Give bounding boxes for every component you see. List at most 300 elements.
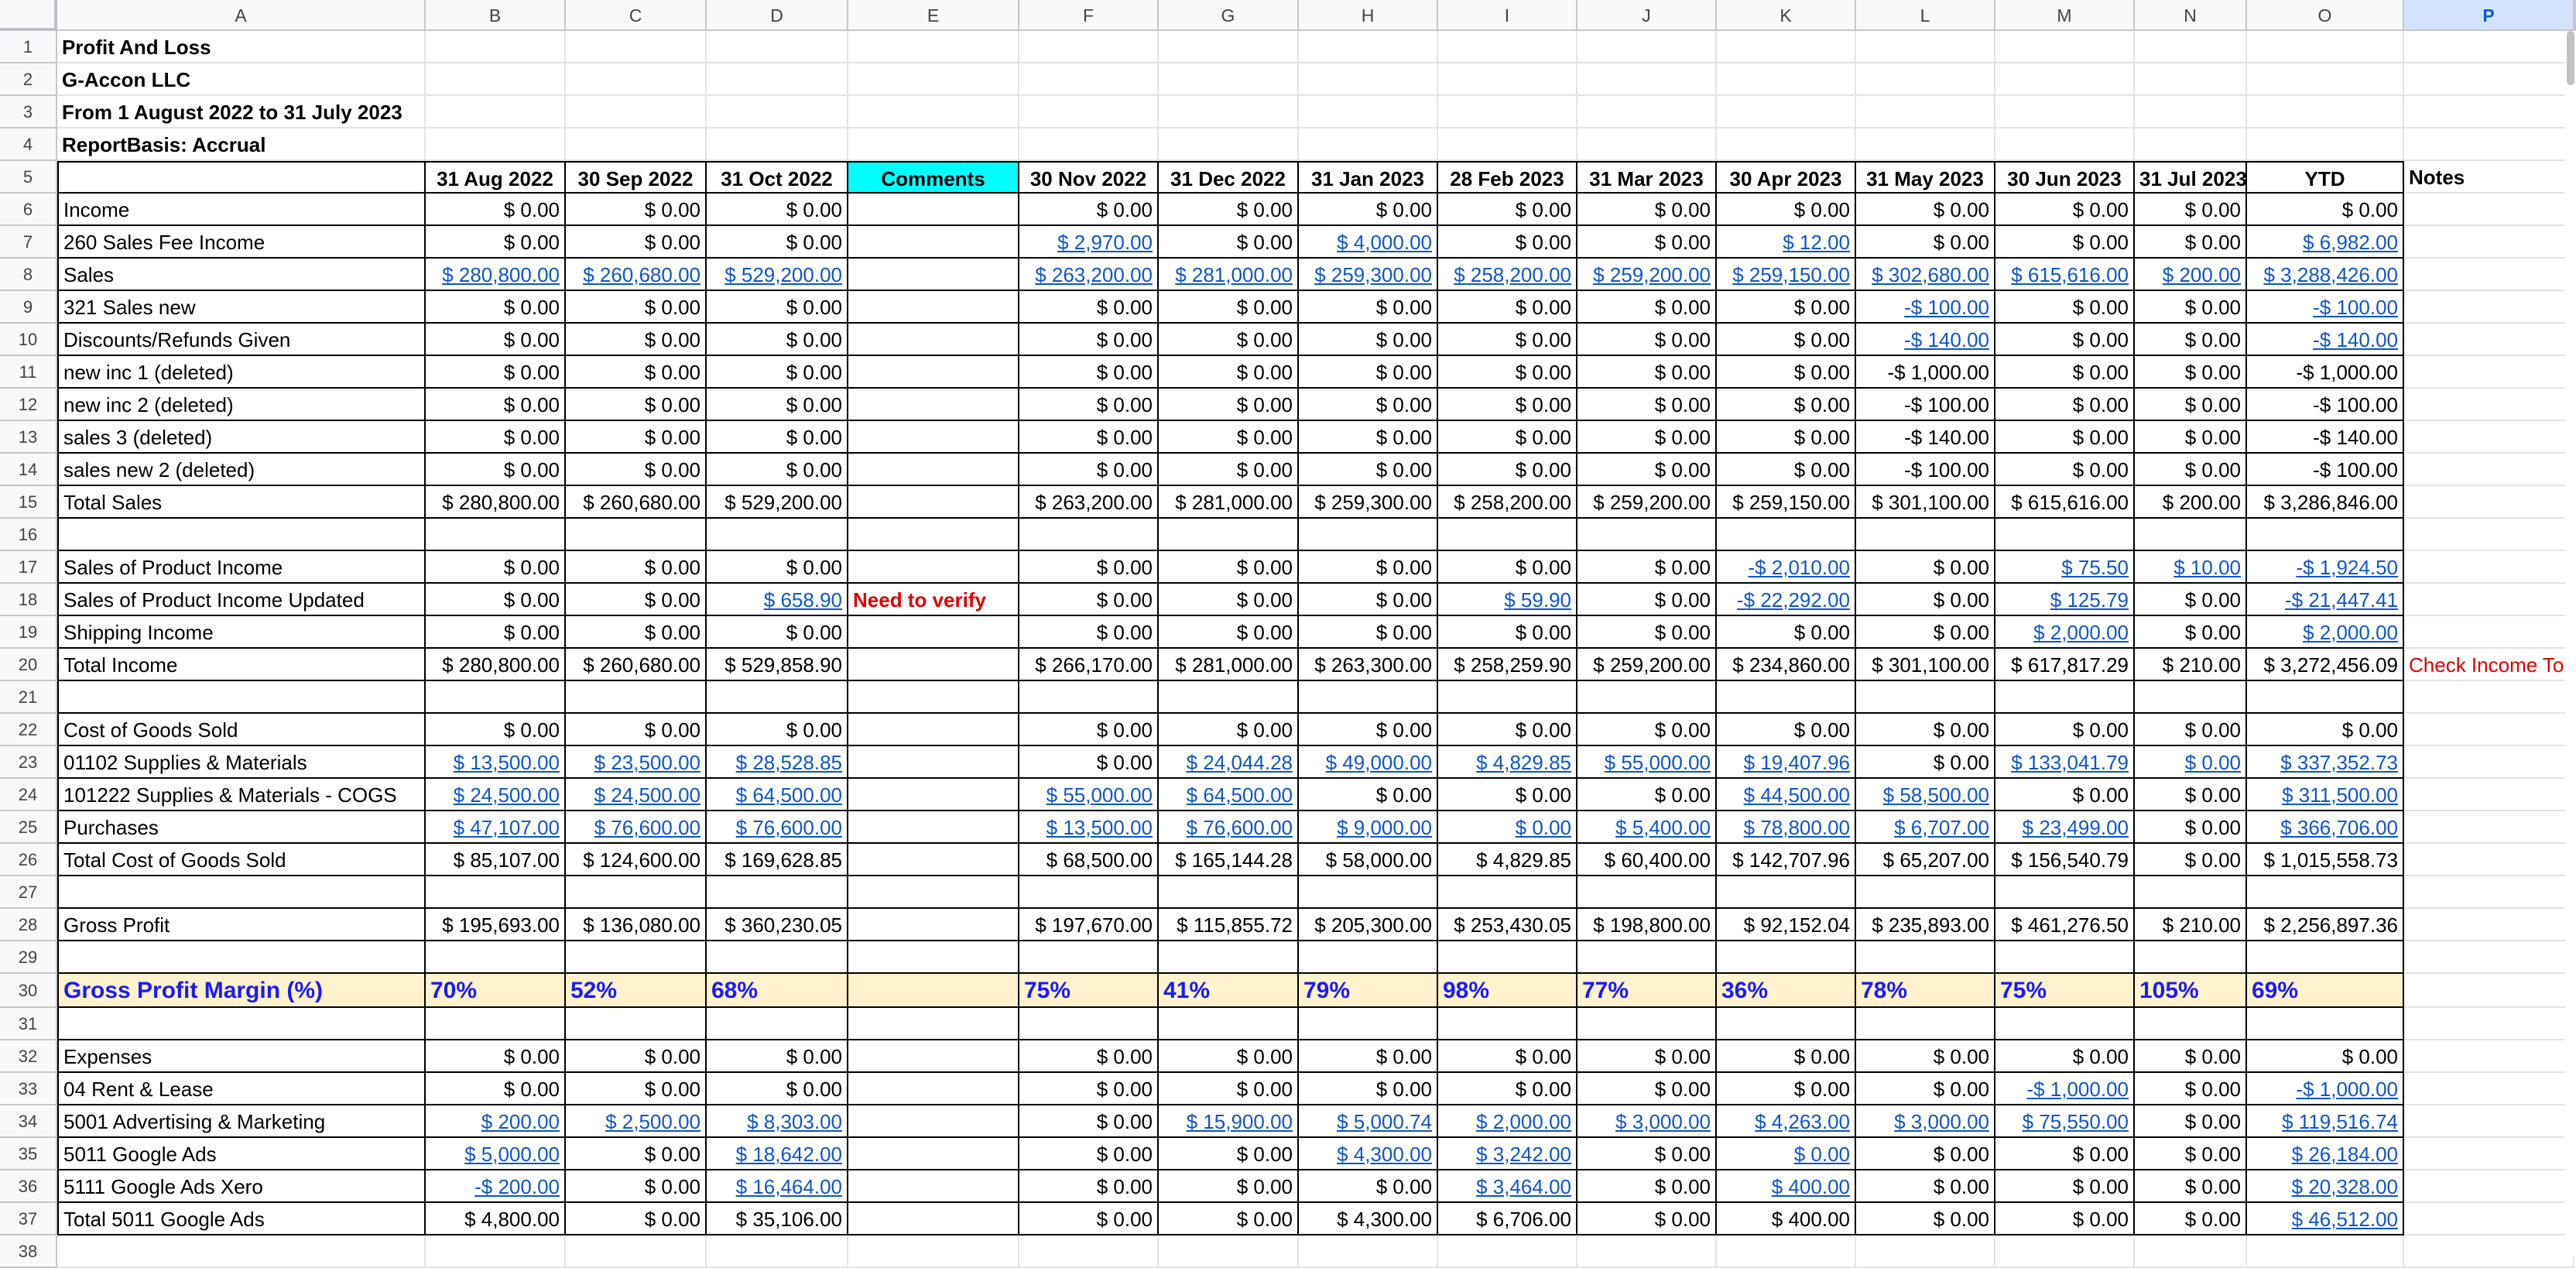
cell-l27[interactable] bbox=[1856, 876, 1995, 909]
column-header-l[interactable]: L bbox=[1856, 0, 1995, 31]
cell-c17[interactable]: $ 0.00 bbox=[566, 551, 707, 584]
cell-c32[interactable]: $ 0.00 bbox=[566, 1040, 707, 1073]
cell-i3[interactable] bbox=[1438, 96, 1577, 129]
cell-o4[interactable] bbox=[2247, 129, 2404, 161]
cell-h25[interactable]: $ 9,000.00 bbox=[1299, 811, 1438, 844]
cell-g15[interactable]: $ 281,000.00 bbox=[1159, 486, 1299, 519]
cell-h32[interactable]: $ 0.00 bbox=[1299, 1040, 1438, 1073]
cell-n22[interactable]: $ 0.00 bbox=[2135, 714, 2247, 746]
cell-a1[interactable]: Profit And Loss bbox=[57, 31, 426, 63]
cell-l14[interactable]: -$ 100.00 bbox=[1856, 454, 1995, 486]
cell-p18[interactable] bbox=[2404, 584, 2574, 616]
cell-j15[interactable]: $ 259,200.00 bbox=[1577, 486, 1717, 519]
cell-e11[interactable] bbox=[848, 356, 1019, 389]
cell-b36[interactable]: -$ 200.00 bbox=[426, 1170, 566, 1203]
cell-c1[interactable] bbox=[566, 31, 707, 63]
cell-m20[interactable]: $ 617,817.29 bbox=[1995, 649, 2135, 681]
cell-j12[interactable]: $ 0.00 bbox=[1577, 389, 1717, 421]
cell-j16[interactable] bbox=[1577, 519, 1717, 551]
row-header[interactable]: 25 bbox=[0, 811, 57, 844]
cell-b23[interactable]: $ 13,500.00 bbox=[426, 746, 566, 779]
cell-f2[interactable] bbox=[1019, 63, 1159, 96]
cell-h14[interactable]: $ 0.00 bbox=[1299, 454, 1438, 486]
cell-g38[interactable] bbox=[1159, 1235, 1299, 1268]
cell-b37[interactable]: $ 4,800.00 bbox=[426, 1203, 566, 1235]
cell-g2[interactable] bbox=[1159, 63, 1299, 96]
cell-c33[interactable]: $ 0.00 bbox=[566, 1073, 707, 1105]
cell-c15[interactable]: $ 260,680.00 bbox=[566, 486, 707, 519]
cell-i30[interactable]: 98% bbox=[1438, 974, 1577, 1008]
cell-e21[interactable] bbox=[848, 681, 1019, 714]
cell-m37[interactable]: $ 0.00 bbox=[1995, 1203, 2135, 1235]
cell-d20[interactable]: $ 529,858.90 bbox=[707, 649, 848, 681]
cell-j5[interactable]: 31 Mar 2023 bbox=[1577, 161, 1717, 194]
cell-a38[interactable] bbox=[57, 1235, 426, 1268]
cell-b25[interactable]: $ 47,107.00 bbox=[426, 811, 566, 844]
cell-k12[interactable]: $ 0.00 bbox=[1717, 389, 1856, 421]
cell-b7[interactable]: $ 0.00 bbox=[426, 226, 566, 259]
cell-o37[interactable]: $ 46,512.00 bbox=[2247, 1203, 2404, 1235]
cell-d29[interactable] bbox=[707, 941, 848, 974]
cell-l6[interactable]: $ 0.00 bbox=[1856, 194, 1995, 226]
cell-h5[interactable]: 31 Jan 2023 bbox=[1299, 161, 1438, 194]
cell-g9[interactable]: $ 0.00 bbox=[1159, 291, 1299, 324]
cell-n1[interactable] bbox=[2135, 31, 2247, 63]
cell-f12[interactable]: $ 0.00 bbox=[1019, 389, 1159, 421]
cell-a14[interactable]: sales new 2 (deleted) bbox=[57, 454, 426, 486]
cell-d6[interactable]: $ 0.00 bbox=[707, 194, 848, 226]
row-header[interactable]: 21 bbox=[0, 681, 57, 714]
cell-h18[interactable]: $ 0.00 bbox=[1299, 584, 1438, 616]
cell-p14[interactable] bbox=[2404, 454, 2574, 486]
cell-c11[interactable]: $ 0.00 bbox=[566, 356, 707, 389]
cell-f8[interactable]: $ 263,200.00 bbox=[1019, 259, 1159, 291]
cell-h11[interactable]: $ 0.00 bbox=[1299, 356, 1438, 389]
cell-b13[interactable]: $ 0.00 bbox=[426, 421, 566, 454]
cell-d28[interactable]: $ 360,230.05 bbox=[707, 909, 848, 941]
cell-n27[interactable] bbox=[2135, 876, 2247, 909]
cell-g14[interactable]: $ 0.00 bbox=[1159, 454, 1299, 486]
cell-h20[interactable]: $ 263,300.00 bbox=[1299, 649, 1438, 681]
cell-i24[interactable]: $ 0.00 bbox=[1438, 779, 1577, 811]
cell-c30[interactable]: 52% bbox=[566, 974, 707, 1008]
cell-h17[interactable]: $ 0.00 bbox=[1299, 551, 1438, 584]
row-header[interactable]: 16 bbox=[0, 519, 57, 551]
cell-b12[interactable]: $ 0.00 bbox=[426, 389, 566, 421]
row-header[interactable]: 12 bbox=[0, 389, 57, 421]
cell-i4[interactable] bbox=[1438, 129, 1577, 161]
cell-i10[interactable]: $ 0.00 bbox=[1438, 324, 1577, 356]
cell-p19[interactable] bbox=[2404, 616, 2574, 649]
cell-n20[interactable]: $ 210.00 bbox=[2135, 649, 2247, 681]
cell-h4[interactable] bbox=[1299, 129, 1438, 161]
cell-j13[interactable]: $ 0.00 bbox=[1577, 421, 1717, 454]
cell-n21[interactable] bbox=[2135, 681, 2247, 714]
cell-h13[interactable]: $ 0.00 bbox=[1299, 421, 1438, 454]
cell-k22[interactable]: $ 0.00 bbox=[1717, 714, 1856, 746]
cell-l10[interactable]: -$ 140.00 bbox=[1856, 324, 1995, 356]
cell-g30[interactable]: 41% bbox=[1159, 974, 1299, 1008]
row-header[interactable]: 9 bbox=[0, 291, 57, 324]
cell-a16[interactable] bbox=[57, 519, 426, 551]
cell-c19[interactable]: $ 0.00 bbox=[566, 616, 707, 649]
cell-m11[interactable]: $ 0.00 bbox=[1995, 356, 2135, 389]
cell-c12[interactable]: $ 0.00 bbox=[566, 389, 707, 421]
cell-o31[interactable] bbox=[2247, 1008, 2404, 1040]
cell-f23[interactable]: $ 0.00 bbox=[1019, 746, 1159, 779]
cell-a3[interactable]: From 1 August 2022 to 31 July 2023 bbox=[57, 96, 426, 129]
column-header-f[interactable]: F bbox=[1019, 0, 1159, 31]
row-header[interactable]: 27 bbox=[0, 876, 57, 909]
cell-j26[interactable]: $ 60,400.00 bbox=[1577, 844, 1717, 876]
cell-n10[interactable]: $ 0.00 bbox=[2135, 324, 2247, 356]
cell-i9[interactable]: $ 0.00 bbox=[1438, 291, 1577, 324]
cell-m8[interactable]: $ 615,616.00 bbox=[1995, 259, 2135, 291]
cell-b22[interactable]: $ 0.00 bbox=[426, 714, 566, 746]
cell-n15[interactable]: $ 200.00 bbox=[2135, 486, 2247, 519]
cell-j27[interactable] bbox=[1577, 876, 1717, 909]
cell-g5[interactable]: 31 Dec 2022 bbox=[1159, 161, 1299, 194]
cell-a25[interactable]: Purchases bbox=[57, 811, 426, 844]
cell-c29[interactable] bbox=[566, 941, 707, 974]
cell-n16[interactable] bbox=[2135, 519, 2247, 551]
column-header-i[interactable]: I bbox=[1438, 0, 1577, 31]
cell-p10[interactable] bbox=[2404, 324, 2574, 356]
cell-g1[interactable] bbox=[1159, 31, 1299, 63]
cell-j17[interactable]: $ 0.00 bbox=[1577, 551, 1717, 584]
row-header[interactable]: 7 bbox=[0, 226, 57, 259]
cell-d22[interactable]: $ 0.00 bbox=[707, 714, 848, 746]
cell-d13[interactable]: $ 0.00 bbox=[707, 421, 848, 454]
cell-b38[interactable] bbox=[426, 1235, 566, 1268]
cell-n24[interactable]: $ 0.00 bbox=[2135, 779, 2247, 811]
cell-a9[interactable]: 321 Sales new bbox=[57, 291, 426, 324]
cell-a12[interactable]: new inc 2 (deleted) bbox=[57, 389, 426, 421]
row-header[interactable]: 22 bbox=[0, 714, 57, 746]
cell-g32[interactable]: $ 0.00 bbox=[1159, 1040, 1299, 1073]
row-header[interactable]: 8 bbox=[0, 259, 57, 291]
cell-k32[interactable]: $ 0.00 bbox=[1717, 1040, 1856, 1073]
cell-g3[interactable] bbox=[1159, 96, 1299, 129]
cell-b6[interactable]: $ 0.00 bbox=[426, 194, 566, 226]
cell-i14[interactable]: $ 0.00 bbox=[1438, 454, 1577, 486]
cell-k15[interactable]: $ 259,150.00 bbox=[1717, 486, 1856, 519]
cell-d1[interactable] bbox=[707, 31, 848, 63]
cell-b18[interactable]: $ 0.00 bbox=[426, 584, 566, 616]
cell-l32[interactable]: $ 0.00 bbox=[1856, 1040, 1995, 1073]
cell-m12[interactable]: $ 0.00 bbox=[1995, 389, 2135, 421]
cell-d31[interactable] bbox=[707, 1008, 848, 1040]
cell-o19[interactable]: $ 2,000.00 bbox=[2247, 616, 2404, 649]
cell-a37[interactable]: Total 5011 Google Ads bbox=[57, 1203, 426, 1235]
cell-j1[interactable] bbox=[1577, 31, 1717, 63]
cell-a10[interactable]: Discounts/Refunds Given bbox=[57, 324, 426, 356]
cell-i18[interactable]: $ 59.90 bbox=[1438, 584, 1577, 616]
row-header[interactable]: 37 bbox=[0, 1203, 57, 1235]
cell-l38[interactable] bbox=[1856, 1235, 1995, 1268]
cell-m13[interactable]: $ 0.00 bbox=[1995, 421, 2135, 454]
cell-m19[interactable]: $ 2,000.00 bbox=[1995, 616, 2135, 649]
cell-k34[interactable]: $ 4,263.00 bbox=[1717, 1105, 1856, 1138]
select-all-corner[interactable] bbox=[0, 0, 57, 31]
cell-f10[interactable]: $ 0.00 bbox=[1019, 324, 1159, 356]
cell-m35[interactable]: $ 0.00 bbox=[1995, 1138, 2135, 1170]
cell-l8[interactable]: $ 302,680.00 bbox=[1856, 259, 1995, 291]
cell-e2[interactable] bbox=[848, 63, 1019, 96]
cell-f18[interactable]: $ 0.00 bbox=[1019, 584, 1159, 616]
cell-i8[interactable]: $ 258,200.00 bbox=[1438, 259, 1577, 291]
row-header[interactable]: 3 bbox=[0, 96, 57, 129]
cell-e5[interactable]: Comments bbox=[848, 161, 1019, 194]
cell-h16[interactable] bbox=[1299, 519, 1438, 551]
cell-i22[interactable]: $ 0.00 bbox=[1438, 714, 1577, 746]
cell-e7[interactable] bbox=[848, 226, 1019, 259]
cell-g18[interactable]: $ 0.00 bbox=[1159, 584, 1299, 616]
cell-h6[interactable]: $ 0.00 bbox=[1299, 194, 1438, 226]
cell-i32[interactable]: $ 0.00 bbox=[1438, 1040, 1577, 1073]
cell-a20[interactable]: Total Income bbox=[57, 649, 426, 681]
cell-p27[interactable] bbox=[2404, 876, 2574, 909]
cell-o16[interactable] bbox=[2247, 519, 2404, 551]
cell-c10[interactable]: $ 0.00 bbox=[566, 324, 707, 356]
cell-p34[interactable] bbox=[2404, 1105, 2574, 1138]
cell-c35[interactable]: $ 0.00 bbox=[566, 1138, 707, 1170]
cell-d12[interactable]: $ 0.00 bbox=[707, 389, 848, 421]
cell-d25[interactable]: $ 76,600.00 bbox=[707, 811, 848, 844]
cell-i16[interactable] bbox=[1438, 519, 1577, 551]
cell-m25[interactable]: $ 23,499.00 bbox=[1995, 811, 2135, 844]
cell-k35[interactable]: $ 0.00 bbox=[1717, 1138, 1856, 1170]
cell-p35[interactable] bbox=[2404, 1138, 2574, 1170]
cell-n29[interactable] bbox=[2135, 941, 2247, 974]
cell-o10[interactable]: -$ 140.00 bbox=[2247, 324, 2404, 356]
cell-c21[interactable] bbox=[566, 681, 707, 714]
cell-g16[interactable] bbox=[1159, 519, 1299, 551]
cell-c2[interactable] bbox=[566, 63, 707, 96]
cell-a28[interactable]: Gross Profit bbox=[57, 909, 426, 941]
cell-k8[interactable]: $ 259,150.00 bbox=[1717, 259, 1856, 291]
cell-g25[interactable]: $ 76,600.00 bbox=[1159, 811, 1299, 844]
cell-b20[interactable]: $ 280,800.00 bbox=[426, 649, 566, 681]
cell-c8[interactable]: $ 260,680.00 bbox=[566, 259, 707, 291]
cell-p3[interactable] bbox=[2404, 96, 2574, 129]
cell-a26[interactable]: Total Cost of Goods Sold bbox=[57, 844, 426, 876]
cell-h33[interactable]: $ 0.00 bbox=[1299, 1073, 1438, 1105]
cell-j30[interactable]: 77% bbox=[1577, 974, 1717, 1008]
row-header[interactable]: 32 bbox=[0, 1040, 57, 1073]
cell-b9[interactable]: $ 0.00 bbox=[426, 291, 566, 324]
cell-l23[interactable]: $ 0.00 bbox=[1856, 746, 1995, 779]
cell-g21[interactable] bbox=[1159, 681, 1299, 714]
cell-e15[interactable] bbox=[848, 486, 1019, 519]
column-header-p[interactable]: P bbox=[2404, 0, 2574, 31]
column-header-k[interactable]: K bbox=[1717, 0, 1856, 31]
cell-b14[interactable]: $ 0.00 bbox=[426, 454, 566, 486]
cell-j14[interactable]: $ 0.00 bbox=[1577, 454, 1717, 486]
row-header[interactable]: 31 bbox=[0, 1008, 57, 1040]
row-header[interactable]: 38 bbox=[0, 1235, 57, 1268]
row-header[interactable]: 15 bbox=[0, 486, 57, 519]
cell-p32[interactable] bbox=[2404, 1040, 2574, 1073]
cell-n34[interactable]: $ 0.00 bbox=[2135, 1105, 2247, 1138]
cell-m32[interactable]: $ 0.00 bbox=[1995, 1040, 2135, 1073]
cell-p5[interactable]: Notes bbox=[2404, 161, 2574, 194]
cell-n3[interactable] bbox=[2135, 96, 2247, 129]
cell-g26[interactable]: $ 165,144.28 bbox=[1159, 844, 1299, 876]
cell-e22[interactable] bbox=[848, 714, 1019, 746]
cell-g28[interactable]: $ 115,855.72 bbox=[1159, 909, 1299, 941]
cell-j38[interactable] bbox=[1577, 1235, 1717, 1268]
cell-e24[interactable] bbox=[848, 779, 1019, 811]
cell-h10[interactable]: $ 0.00 bbox=[1299, 324, 1438, 356]
cell-e25[interactable] bbox=[848, 811, 1019, 844]
cell-k18[interactable]: -$ 22,292.00 bbox=[1717, 584, 1856, 616]
cell-d32[interactable]: $ 0.00 bbox=[707, 1040, 848, 1073]
cell-a21[interactable] bbox=[57, 681, 426, 714]
cell-l37[interactable]: $ 0.00 bbox=[1856, 1203, 1995, 1235]
cell-p30[interactable] bbox=[2404, 974, 2574, 1008]
cell-b24[interactable]: $ 24,500.00 bbox=[426, 779, 566, 811]
cell-n18[interactable]: $ 0.00 bbox=[2135, 584, 2247, 616]
cell-k3[interactable] bbox=[1717, 96, 1856, 129]
cell-j8[interactable]: $ 259,200.00 bbox=[1577, 259, 1717, 291]
cell-p9[interactable] bbox=[2404, 291, 2574, 324]
cell-e28[interactable] bbox=[848, 909, 1019, 941]
cell-n36[interactable]: $ 0.00 bbox=[2135, 1170, 2247, 1203]
cell-l33[interactable]: $ 0.00 bbox=[1856, 1073, 1995, 1105]
cell-f33[interactable]: $ 0.00 bbox=[1019, 1073, 1159, 1105]
row-header[interactable]: 19 bbox=[0, 616, 57, 649]
cell-g4[interactable] bbox=[1159, 129, 1299, 161]
cell-i15[interactable]: $ 258,200.00 bbox=[1438, 486, 1577, 519]
cell-p11[interactable] bbox=[2404, 356, 2574, 389]
cell-b33[interactable]: $ 0.00 bbox=[426, 1073, 566, 1105]
cell-f35[interactable]: $ 0.00 bbox=[1019, 1138, 1159, 1170]
cell-o13[interactable]: -$ 140.00 bbox=[2247, 421, 2404, 454]
cell-n32[interactable]: $ 0.00 bbox=[2135, 1040, 2247, 1073]
cell-d33[interactable]: $ 0.00 bbox=[707, 1073, 848, 1105]
column-header-g[interactable]: G bbox=[1159, 0, 1299, 31]
cell-d27[interactable] bbox=[707, 876, 848, 909]
cell-h26[interactable]: $ 58,000.00 bbox=[1299, 844, 1438, 876]
row-header[interactable]: 30 bbox=[0, 974, 57, 1008]
cell-e29[interactable] bbox=[848, 941, 1019, 974]
cell-d38[interactable] bbox=[707, 1235, 848, 1268]
cell-e37[interactable] bbox=[848, 1203, 1019, 1235]
cell-o6[interactable]: $ 0.00 bbox=[2247, 194, 2404, 226]
cell-e19[interactable] bbox=[848, 616, 1019, 649]
cell-b2[interactable] bbox=[426, 63, 566, 96]
cell-f22[interactable]: $ 0.00 bbox=[1019, 714, 1159, 746]
cell-g31[interactable] bbox=[1159, 1008, 1299, 1040]
cell-l21[interactable] bbox=[1856, 681, 1995, 714]
cell-l28[interactable]: $ 235,893.00 bbox=[1856, 909, 1995, 941]
cell-o11[interactable]: -$ 1,000.00 bbox=[2247, 356, 2404, 389]
cell-i6[interactable]: $ 0.00 bbox=[1438, 194, 1577, 226]
cell-p33[interactable] bbox=[2404, 1073, 2574, 1105]
cell-b32[interactable]: $ 0.00 bbox=[426, 1040, 566, 1073]
cell-o34[interactable]: $ 119,516.74 bbox=[2247, 1105, 2404, 1138]
cell-j29[interactable] bbox=[1577, 941, 1717, 974]
cell-e20[interactable] bbox=[848, 649, 1019, 681]
cell-d35[interactable]: $ 18,642.00 bbox=[707, 1138, 848, 1170]
cell-i31[interactable] bbox=[1438, 1008, 1577, 1040]
cell-g33[interactable]: $ 0.00 bbox=[1159, 1073, 1299, 1105]
cell-n31[interactable] bbox=[2135, 1008, 2247, 1040]
column-header-h[interactable]: H bbox=[1299, 0, 1438, 31]
cell-e23[interactable] bbox=[848, 746, 1019, 779]
cell-j11[interactable]: $ 0.00 bbox=[1577, 356, 1717, 389]
cell-o28[interactable]: $ 2,256,897.36 bbox=[2247, 909, 2404, 941]
cell-l34[interactable]: $ 3,000.00 bbox=[1856, 1105, 1995, 1138]
cell-c3[interactable] bbox=[566, 96, 707, 129]
cell-b4[interactable] bbox=[426, 129, 566, 161]
column-header-a[interactable]: A bbox=[57, 0, 426, 31]
cell-i21[interactable] bbox=[1438, 681, 1577, 714]
column-header-j[interactable]: J bbox=[1577, 0, 1717, 31]
cell-f7[interactable]: $ 2,970.00 bbox=[1019, 226, 1159, 259]
cell-l31[interactable] bbox=[1856, 1008, 1995, 1040]
cell-l35[interactable]: $ 0.00 bbox=[1856, 1138, 1995, 1170]
cell-j25[interactable]: $ 5,400.00 bbox=[1577, 811, 1717, 844]
cell-i11[interactable]: $ 0.00 bbox=[1438, 356, 1577, 389]
cell-i25[interactable]: $ 0.00 bbox=[1438, 811, 1577, 844]
cell-k37[interactable]: $ 400.00 bbox=[1717, 1203, 1856, 1235]
cell-d24[interactable]: $ 64,500.00 bbox=[707, 779, 848, 811]
column-header-m[interactable]: M bbox=[1995, 0, 2135, 31]
cell-l17[interactable]: $ 0.00 bbox=[1856, 551, 1995, 584]
cell-a2[interactable]: G-Accon LLC bbox=[57, 63, 426, 96]
cell-c36[interactable]: $ 0.00 bbox=[566, 1170, 707, 1203]
cell-k21[interactable] bbox=[1717, 681, 1856, 714]
cell-b10[interactable]: $ 0.00 bbox=[426, 324, 566, 356]
cell-a33[interactable]: 04 Rent & Lease bbox=[57, 1073, 426, 1105]
cell-g37[interactable]: $ 0.00 bbox=[1159, 1203, 1299, 1235]
cell-c25[interactable]: $ 76,600.00 bbox=[566, 811, 707, 844]
cell-d34[interactable]: $ 8,303.00 bbox=[707, 1105, 848, 1138]
cell-n7[interactable]: $ 0.00 bbox=[2135, 226, 2247, 259]
cell-o14[interactable]: -$ 100.00 bbox=[2247, 454, 2404, 486]
cell-b26[interactable]: $ 85,107.00 bbox=[426, 844, 566, 876]
cell-m33[interactable]: -$ 1,000.00 bbox=[1995, 1073, 2135, 1105]
cell-d17[interactable]: $ 0.00 bbox=[707, 551, 848, 584]
cell-k2[interactable] bbox=[1717, 63, 1856, 96]
cell-a18[interactable]: Sales of Product Income Updated bbox=[57, 584, 426, 616]
cell-c13[interactable]: $ 0.00 bbox=[566, 421, 707, 454]
cell-l9[interactable]: -$ 100.00 bbox=[1856, 291, 1995, 324]
row-header[interactable]: 2 bbox=[0, 63, 57, 96]
row-header[interactable]: 18 bbox=[0, 584, 57, 616]
cell-k28[interactable]: $ 92,152.04 bbox=[1717, 909, 1856, 941]
row-header[interactable]: 17 bbox=[0, 551, 57, 584]
cell-c24[interactable]: $ 24,500.00 bbox=[566, 779, 707, 811]
cell-o12[interactable]: -$ 100.00 bbox=[2247, 389, 2404, 421]
cell-g27[interactable] bbox=[1159, 876, 1299, 909]
cell-n38[interactable] bbox=[2135, 1235, 2247, 1268]
cell-p2[interactable] bbox=[2404, 63, 2574, 96]
cell-l36[interactable]: $ 0.00 bbox=[1856, 1170, 1995, 1203]
cell-c38[interactable] bbox=[566, 1235, 707, 1268]
cell-e16[interactable] bbox=[848, 519, 1019, 551]
cell-n37[interactable]: $ 0.00 bbox=[2135, 1203, 2247, 1235]
cell-j34[interactable]: $ 3,000.00 bbox=[1577, 1105, 1717, 1138]
row-header[interactable]: 26 bbox=[0, 844, 57, 876]
cell-b21[interactable] bbox=[426, 681, 566, 714]
cell-b5[interactable]: 31 Aug 2022 bbox=[426, 161, 566, 194]
row-header[interactable]: 35 bbox=[0, 1138, 57, 1170]
cell-m3[interactable] bbox=[1995, 96, 2135, 129]
cell-d8[interactable]: $ 529,200.00 bbox=[707, 259, 848, 291]
